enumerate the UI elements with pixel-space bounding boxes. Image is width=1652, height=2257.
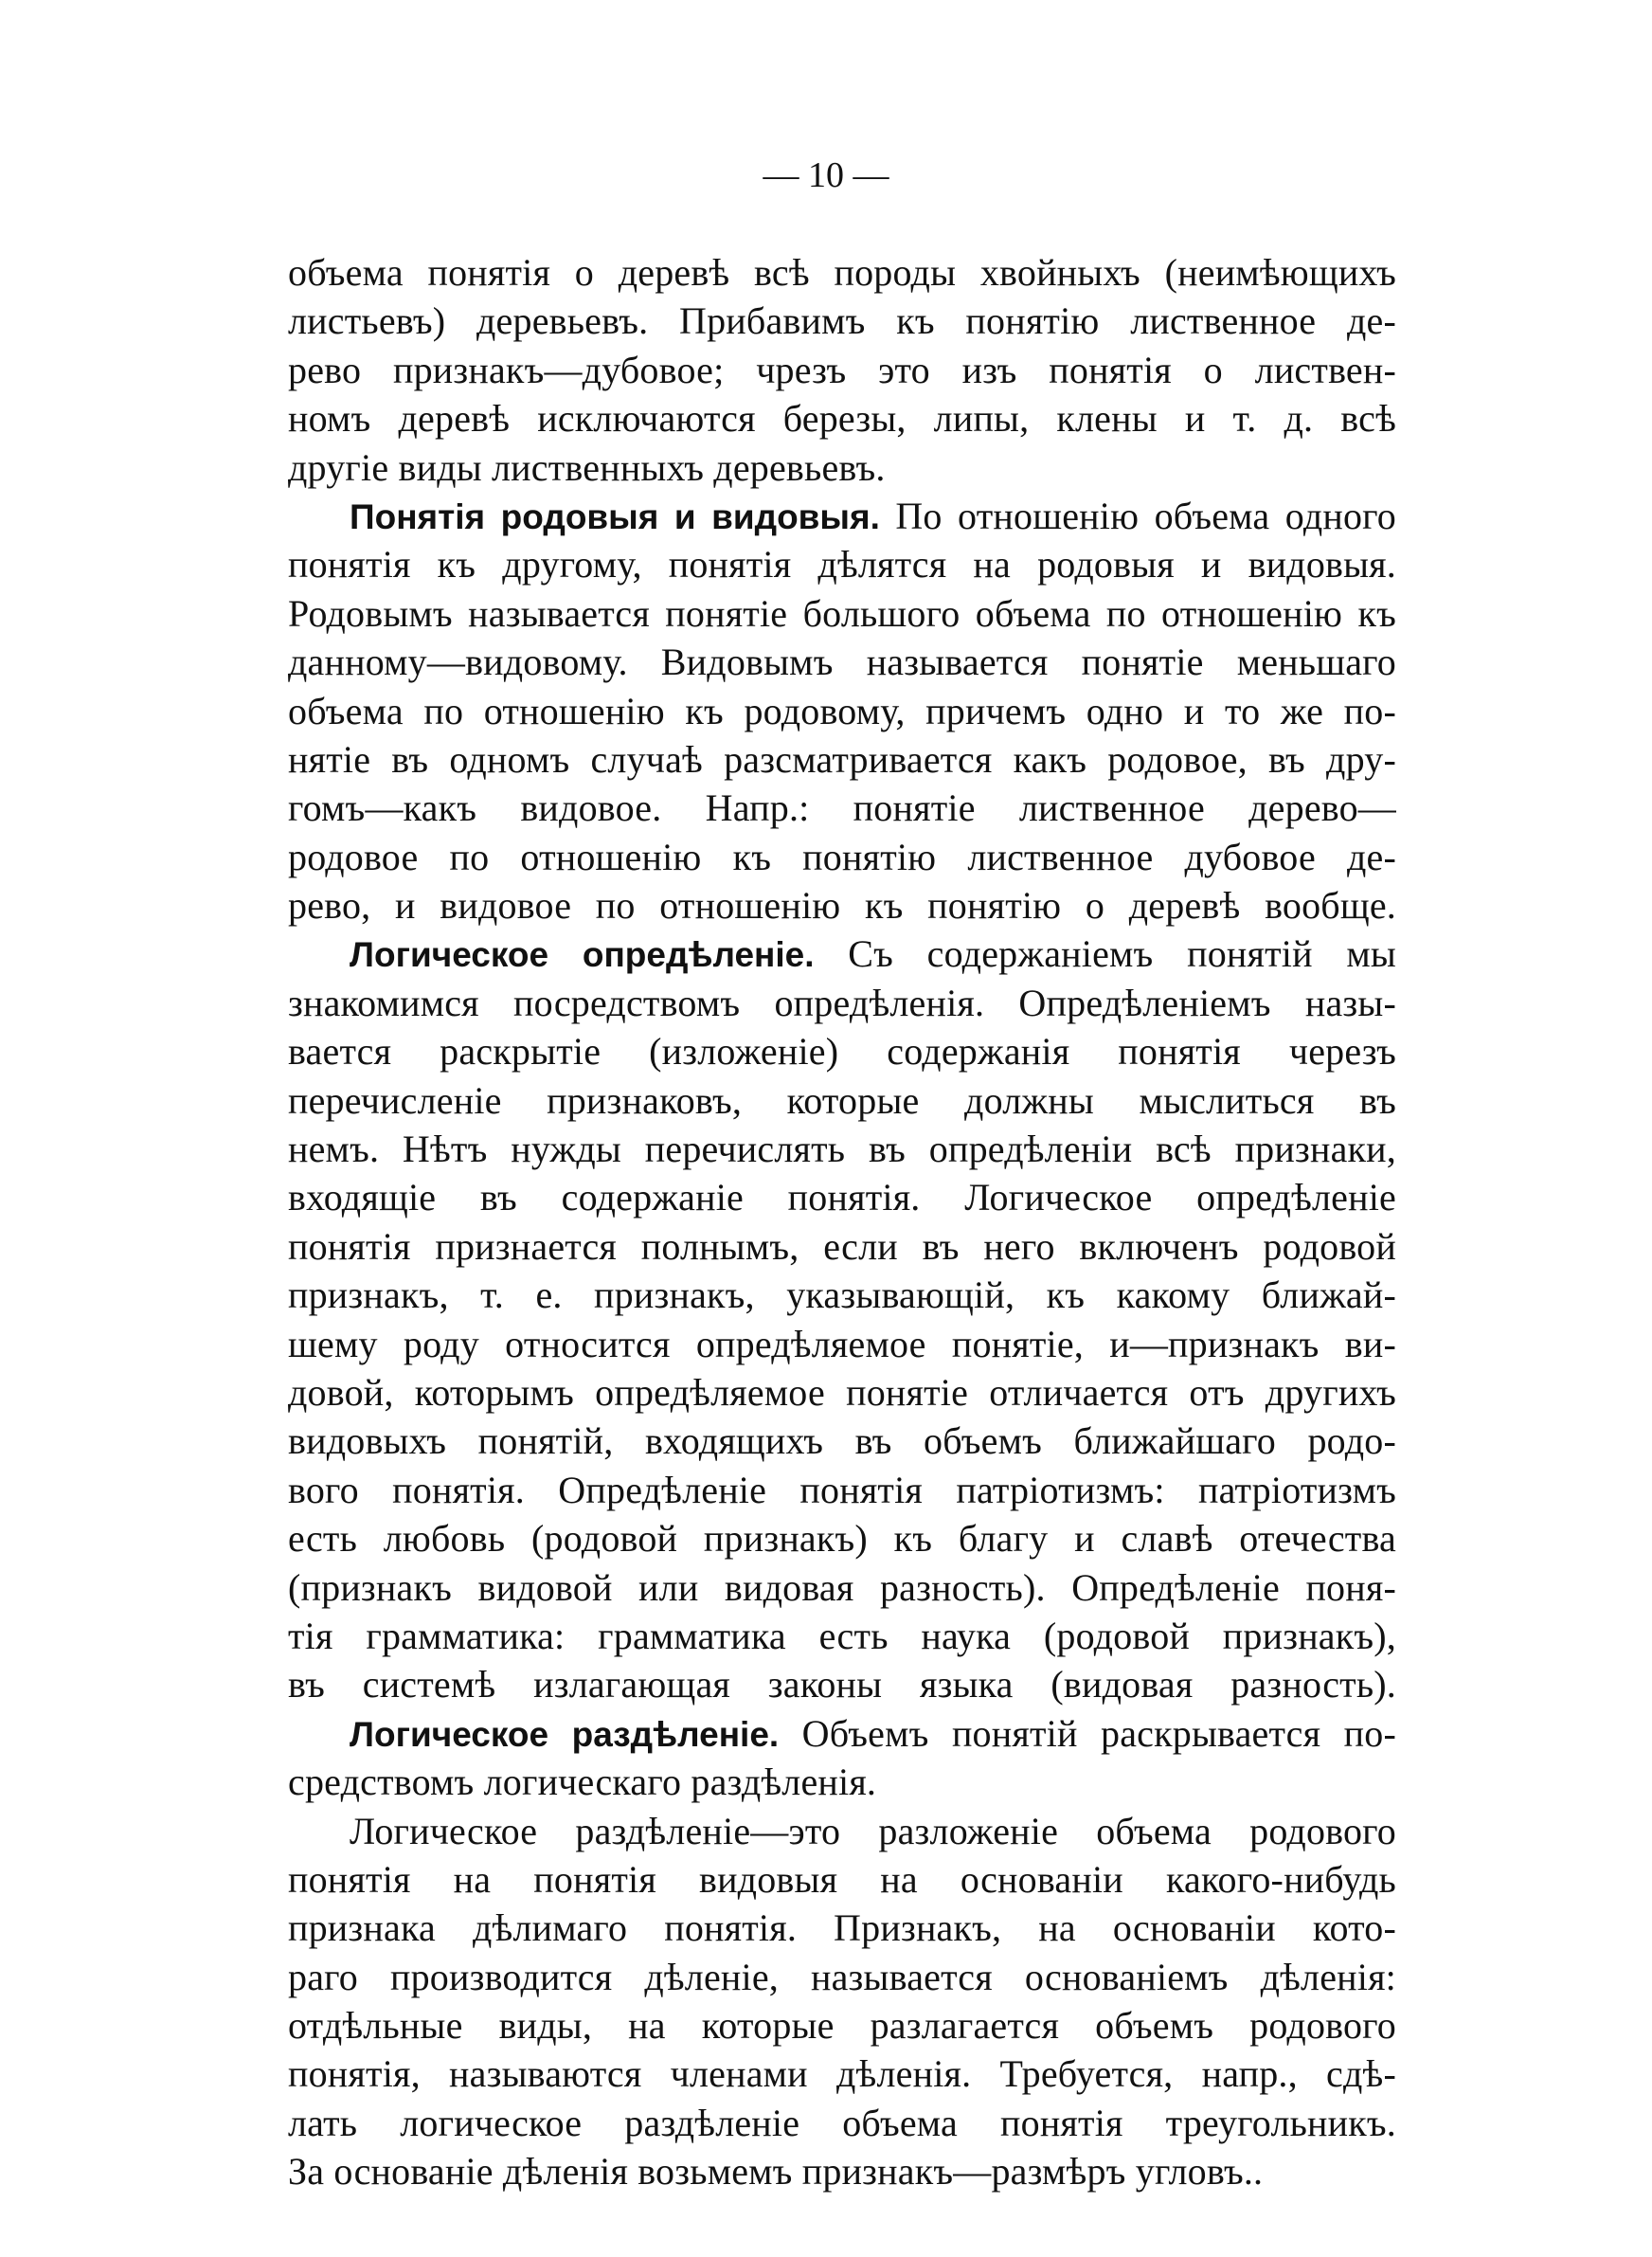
- text-line: понятія на понятія видовыя на основаніи какого-нибудь: [288, 1857, 1396, 1901]
- text-line: тія грамматика: грамматика есть наука (родовой признакъ),: [288, 1614, 1396, 1657]
- text-line: шему роду относится опредѣляемое понятіе, и—признакъ ви-: [288, 1322, 1396, 1365]
- body-text: [288, 248, 1396, 2196]
- section-heading: Логическое опредѣленіе.: [350, 935, 815, 975]
- text-line: въ системѣ излагающая законы языка (видовая разность).: [288, 1663, 1396, 1706]
- text-line: видовыхъ понятій, входящихъ въ объемъ ближайшаго родо-: [288, 1419, 1396, 1463]
- text-line: знакомимся посредствомъ опредѣленія. Опредѣленіемъ назы-: [288, 981, 1396, 1024]
- text-line: другіе виды лиственныхъ деревьевъ.: [288, 445, 886, 489]
- text-line: понятія признается полнымъ, если въ него включенъ родовой: [288, 1224, 1396, 1268]
- text-line: номъ деревѣ исключаются березы, липы, клены и т. д. всѣ: [288, 397, 1396, 441]
- text-line: рево, и видовое по отношенію къ понятію о деревѣ вообще.: [288, 884, 1396, 928]
- text-line: лать логическое раздѣленіе объема понятія треугольникъ.: [288, 2101, 1396, 2144]
- text-line: объема по отношенію къ родовому, причемъ одно и то же по-: [288, 689, 1396, 732]
- section-heading: Логическое раздѣленіе.: [350, 1714, 780, 1754]
- text-line: гомъ—какъ видовое. Напр.: понятіе лиственное дерево—: [288, 786, 1396, 830]
- section-heading: Понятія родовыя и видовыя.: [350, 497, 880, 536]
- text-line: перечисленіе признаковъ, которые должны мыслиться въ: [288, 1078, 1396, 1122]
- text-line: Понятія родовыя и видовыя. По отношенію объема одного: [350, 494, 1396, 537]
- text-line: есть любовь (родовой признакъ) къ благу и славѣ отечества: [288, 1517, 1396, 1561]
- text-line: понятія къ другому, понятія дѣлятся на родовыя и видовыя.: [288, 543, 1396, 587]
- text-line: Логическое раздѣленіе—это разложеніе объема родового: [350, 1809, 1396, 1852]
- text-line: рево признакъ—дубовое; чрезъ это изъ понятія о листвен-: [288, 348, 1396, 391]
- text-line: листьевъ) деревьевъ. Прибавимъ къ понятію лиственное де-: [288, 299, 1396, 343]
- text-line: Логическое опредѣленіе. Съ содержаніемъ понятій мы: [350, 932, 1396, 976]
- text-line: родовое по отношенію къ понятію лиственное дубовое де-: [288, 835, 1396, 878]
- text-line: средствомъ логическаго раздѣленія.: [288, 1760, 877, 1804]
- text-line: Родовымъ называется понятіе большого объема по отношенію къ: [288, 591, 1396, 635]
- text-line: объема понятія о деревѣ всѣ породы хвойныхъ (неимѣющихъ: [288, 251, 1396, 294]
- text-line: входящіе въ содержаніе понятія. Логическое опредѣленіе: [288, 1176, 1396, 1219]
- text-line: понятія, называются членами дѣленія. Требуется, напр., сдѣ-: [288, 2052, 1396, 2096]
- text-line: признака дѣлимаго понятія. Признакъ, на основаніи кото-: [288, 1906, 1396, 1950]
- text-line: За основаніе дѣленія возьмемъ признакъ—размѣръ угловъ..: [288, 2150, 1264, 2194]
- text-line: данному—видовому. Видовымъ называется понятіе меньшаго: [288, 641, 1396, 684]
- text-line: вается раскрытіе (изложеніе) содержанія понятія черезъ: [288, 1030, 1396, 1074]
- text-line: признакъ, т. е. признакъ, указывающій, къ какому ближай-: [288, 1273, 1396, 1317]
- text-line: нятіе въ одномъ случаѣ разсматривается какъ родовое, въ дру-: [288, 737, 1396, 781]
- text-line: довой, которымъ опредѣляемое понятіе отличается отъ другихъ: [288, 1370, 1396, 1414]
- text-line: немъ. Нѣтъ нужды перечислять въ опредѣленіи всѣ признаки,: [288, 1128, 1396, 1171]
- text-line: вого понятія. Опредѣленіе понятія патріотизмъ: патріотизмъ: [288, 1468, 1396, 1511]
- page-number: — 10 —: [763, 155, 889, 195]
- text-line: раго производится дѣленіе, называется основаніемъ дѣленія:: [288, 1955, 1396, 1998]
- text-line: (признакъ видовой или видовая разность). Опредѣленіе поня-: [288, 1565, 1396, 1609]
- text-line: отдѣльные виды, на которые разлагается объемъ родового: [288, 2004, 1396, 2048]
- text-line: Логическое раздѣленіе. Объемъ понятій раскрывается по-: [350, 1711, 1396, 1755]
